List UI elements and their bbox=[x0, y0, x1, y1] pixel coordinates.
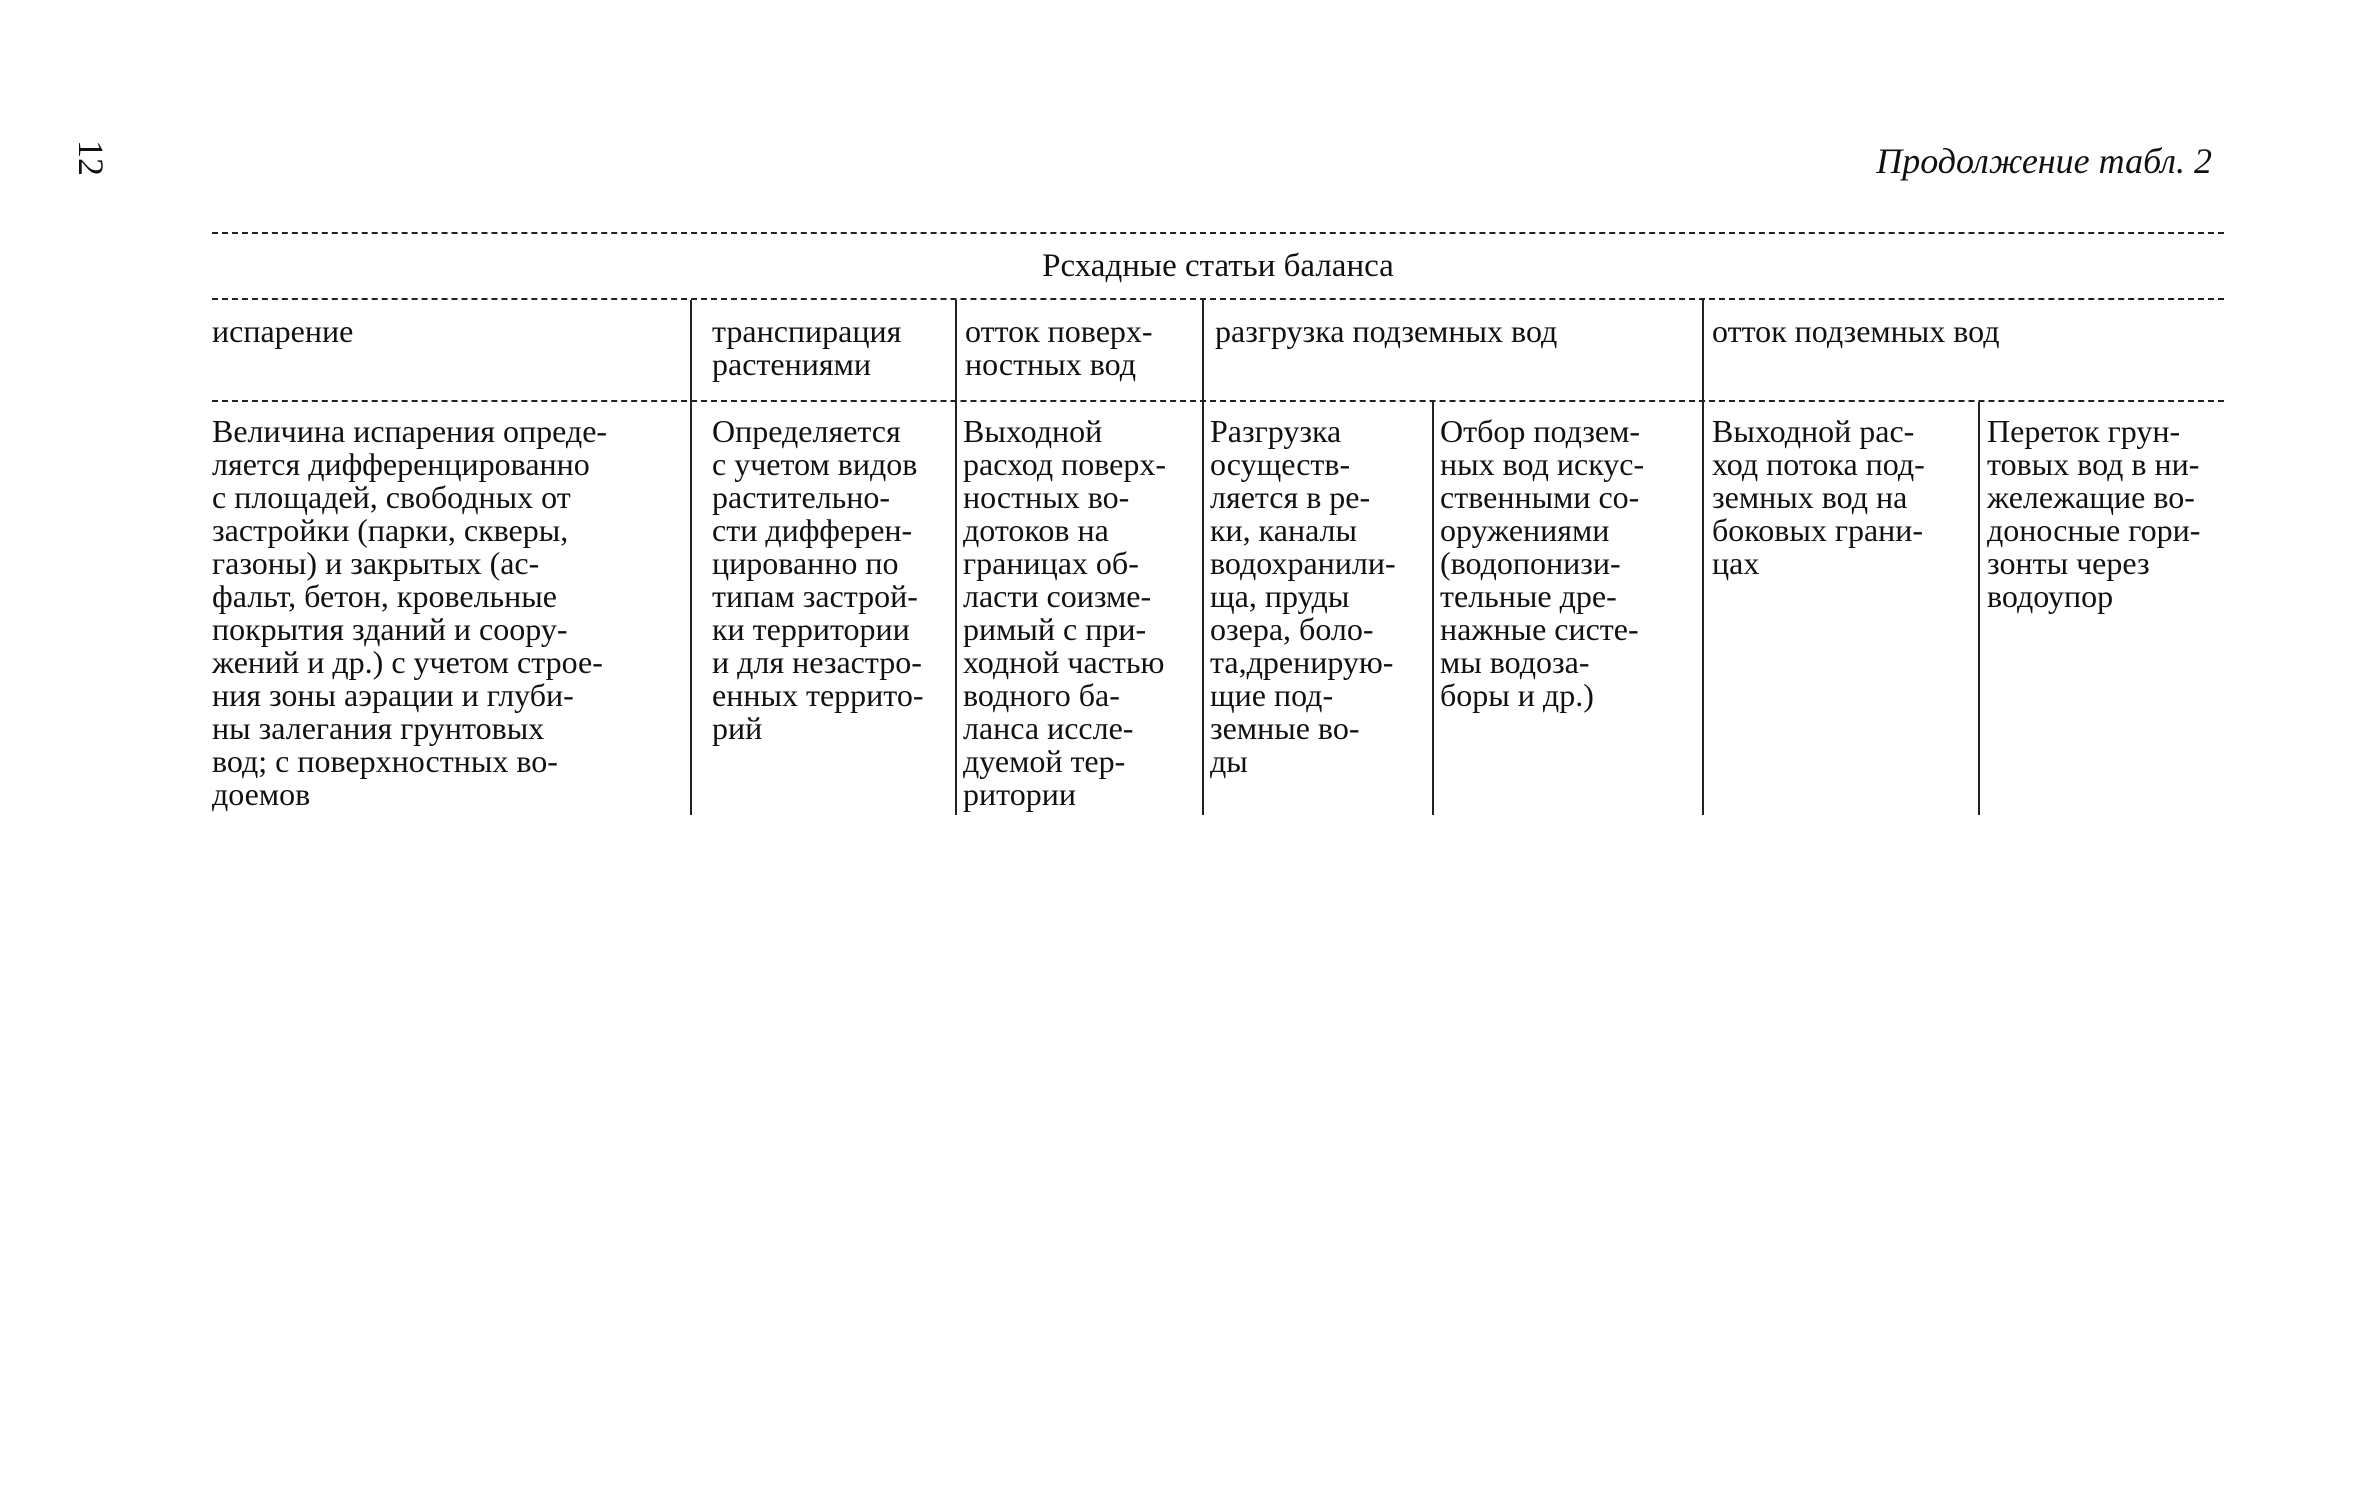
text-line: ход потока под- bbox=[1712, 446, 1925, 482]
text-line: та,дренирую- bbox=[1210, 644, 1394, 680]
text-line: земные во- bbox=[1210, 710, 1360, 746]
text-line: ния зоны аэрации и глуби- bbox=[212, 677, 574, 713]
text-line: Выходной bbox=[963, 413, 1103, 449]
column-divider bbox=[955, 300, 957, 815]
header-evaporation: испарение bbox=[212, 313, 354, 349]
text-line: ланса иссле- bbox=[963, 710, 1134, 746]
text-line: ща, пруды bbox=[1210, 578, 1350, 614]
text-line: застройки (парки, скверы, bbox=[212, 512, 569, 548]
text-line: цированно по bbox=[712, 545, 899, 581]
column-divider bbox=[690, 300, 692, 815]
text-line: цах bbox=[1712, 545, 1760, 581]
table-continuation-title: Продолжение табл. 2 bbox=[1876, 141, 2212, 181]
text-line: Величина испарения опреде- bbox=[212, 413, 608, 449]
text-line: нажные систе- bbox=[1440, 611, 1639, 647]
text-line: римый с при- bbox=[963, 611, 1147, 647]
text-line: покрытия зданий и соору- bbox=[212, 611, 568, 647]
text-line: боковых грани- bbox=[1712, 512, 1924, 548]
cell-evaporation bbox=[212, 415, 682, 811]
text-line: доносные гори- bbox=[1987, 512, 2201, 548]
table-top-rule bbox=[212, 232, 2224, 234]
text-line: водохранили- bbox=[1210, 545, 1396, 581]
text-line: ны залегания грунтовых bbox=[212, 710, 545, 746]
text-line: ляется в ре- bbox=[1210, 479, 1371, 515]
text-line: Выходной рас- bbox=[1712, 413, 1915, 449]
text-line: Переток грун- bbox=[1987, 413, 2181, 449]
text-line: типам застрой- bbox=[712, 578, 918, 614]
text-line: расход поверх- bbox=[963, 446, 1167, 482]
text-line: ласти соизме- bbox=[963, 578, 1152, 614]
text-line: жений и др.) с учетом строе- bbox=[212, 644, 603, 680]
column-divider bbox=[1202, 300, 1204, 815]
text-line: мы водоза- bbox=[1440, 644, 1590, 680]
text-line: с учетом видов bbox=[712, 446, 918, 482]
group-header: Рсхадные статьи баланса bbox=[1042, 248, 1394, 284]
header-transpiration: транспирация растениями bbox=[712, 313, 902, 382]
column-divider bbox=[1702, 300, 1704, 815]
cell-transpiration bbox=[712, 415, 950, 745]
column-divider bbox=[1432, 402, 1434, 815]
group-header-rule bbox=[212, 298, 2224, 300]
text-line: растительно- bbox=[712, 479, 891, 515]
text-line: ды bbox=[1210, 743, 1248, 779]
text-line: рий bbox=[712, 710, 763, 746]
cell-leakage bbox=[1987, 415, 2225, 613]
text-line: ных вод искус- bbox=[1440, 446, 1645, 482]
text-line: ляется дифференцированно bbox=[212, 446, 590, 482]
text-line: фальт, бетон, кровельные bbox=[212, 578, 557, 614]
text-line: боры и др.) bbox=[1440, 677, 1594, 713]
cell-surface-outflow bbox=[963, 415, 1199, 811]
text-line: вод; с поверхностных во- bbox=[212, 743, 558, 779]
text-line: доемов bbox=[212, 776, 311, 812]
text-line: зонты через bbox=[1987, 545, 2150, 581]
header-bottom-rule bbox=[212, 400, 2224, 402]
header-groundwater-discharge: разгрузка подземных вод bbox=[1215, 313, 1558, 349]
text-line: ки, каналы bbox=[1210, 512, 1358, 548]
cell-lateral-outflow bbox=[1712, 415, 1974, 580]
text-line: Определяется bbox=[712, 413, 901, 449]
cell-groundwater-extraction bbox=[1440, 415, 1698, 712]
column-divider bbox=[1978, 402, 1980, 815]
text-line: озера, боло- bbox=[1210, 611, 1374, 647]
text-line: ритории bbox=[963, 776, 1076, 812]
header-surface-outflow: отток поверх-ностных вод bbox=[965, 313, 1153, 382]
page-number: 12 bbox=[71, 140, 111, 176]
text-line: и для незастро- bbox=[712, 644, 922, 680]
text-line: водного ба- bbox=[963, 677, 1120, 713]
text-line: водоупор bbox=[1987, 578, 2114, 614]
text-line: енных террито- bbox=[712, 677, 924, 713]
text-line: товых вод в ни- bbox=[1987, 446, 2200, 482]
text-line: ки территории bbox=[712, 611, 910, 647]
text-line: дуемой тер- bbox=[963, 743, 1126, 779]
text-line: Разгрузка bbox=[1210, 413, 1342, 449]
text-line: газоны) и закрытых (ас- bbox=[212, 545, 540, 581]
text-line: (водопонизи- bbox=[1440, 545, 1621, 581]
text-line: ностных во- bbox=[963, 479, 1130, 515]
text-line: земных вод на bbox=[1712, 479, 1908, 515]
text-line: границах об- bbox=[963, 545, 1139, 581]
text-line: тельные дре- bbox=[1440, 578, 1617, 614]
text-line: ходной частью bbox=[963, 644, 1165, 680]
text-line: сти дифферен- bbox=[712, 512, 913, 548]
text-line: осуществ- bbox=[1210, 446, 1351, 482]
text-line: Отбор подзем- bbox=[1440, 413, 1640, 449]
text-line: щие под- bbox=[1210, 677, 1334, 713]
text-line: с площадей, свободных от bbox=[212, 479, 571, 515]
text-line: оружениями bbox=[1440, 512, 1610, 548]
text-line: ственными со- bbox=[1440, 479, 1640, 515]
text-line: жележащие во- bbox=[1987, 479, 2195, 515]
text-line: дотоков на bbox=[963, 512, 1109, 548]
header-groundwater-outflow: отток подземных вод bbox=[1712, 313, 2000, 349]
cell-groundwater-discharge-natural bbox=[1210, 415, 1430, 778]
